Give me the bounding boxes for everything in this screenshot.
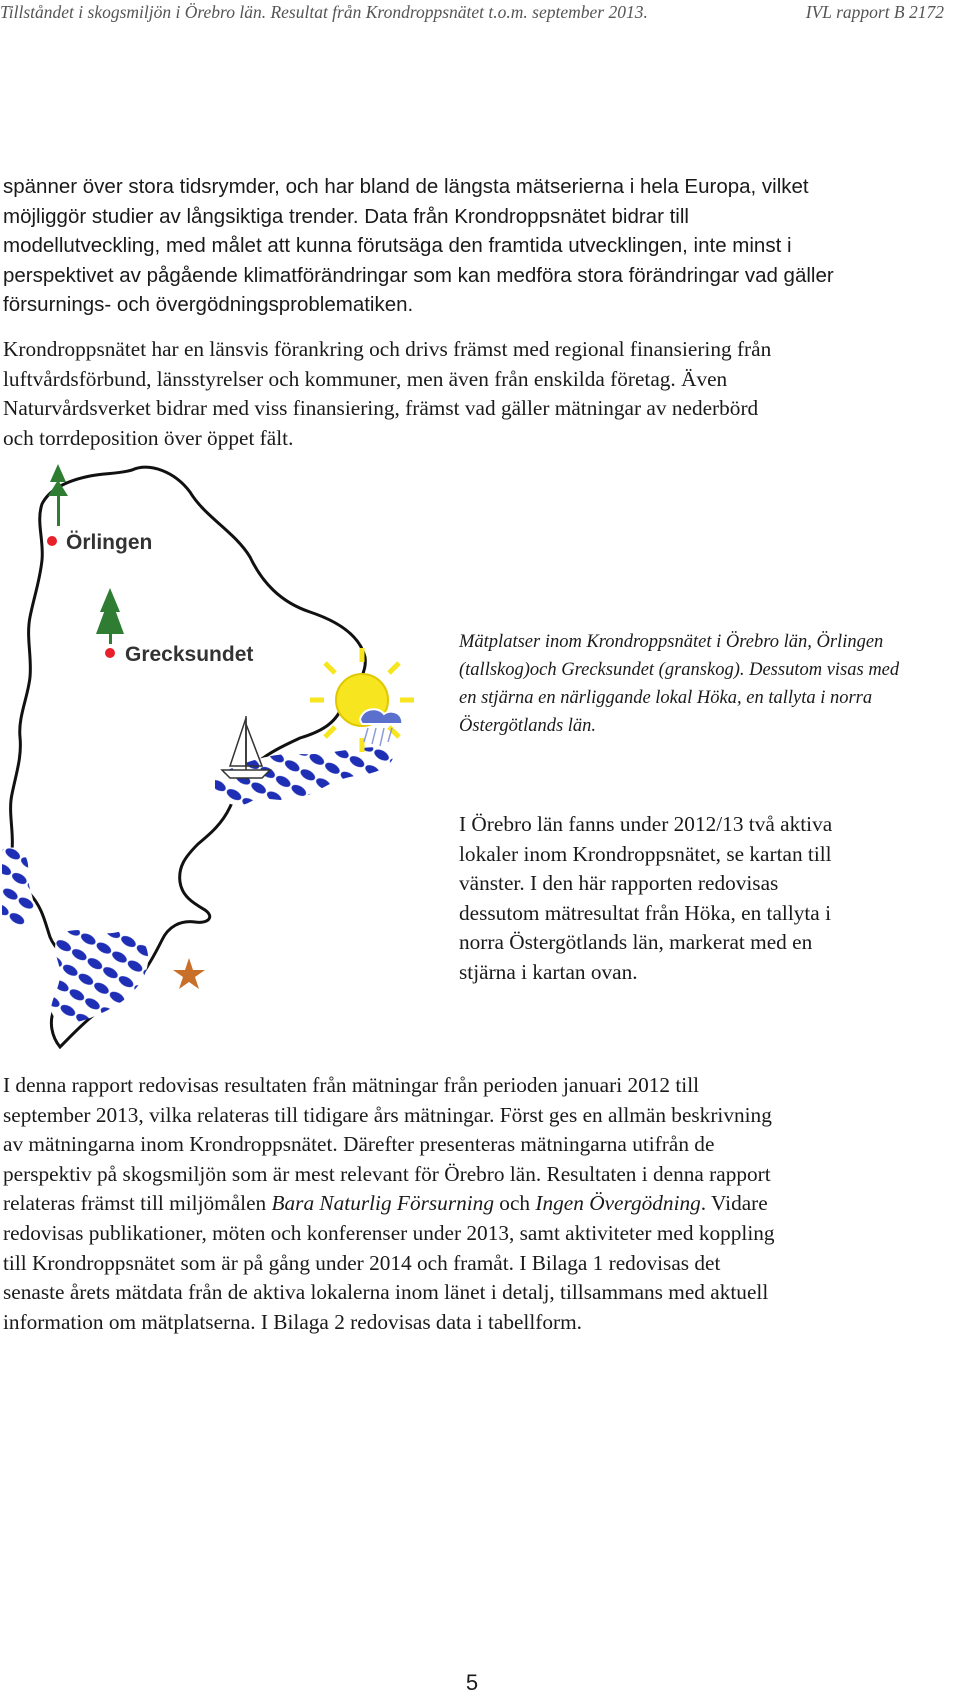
goal-acidification: Bara Naturlig Försurning bbox=[271, 1191, 494, 1216]
paragraph-report-contents bbox=[3, 1071, 948, 1337]
caption-line: Östergötlands län. bbox=[459, 716, 597, 736]
rain-cloud-icon bbox=[360, 709, 402, 746]
text-line: stjärna i kartan ovan. bbox=[459, 959, 638, 984]
text-line: information om mätplatserna. I Bilaga 2 redovisas data i tabellform. bbox=[3, 1309, 582, 1334]
text-line: vänster. I den här rapporten redovisas bbox=[459, 871, 779, 896]
page-number: 5 bbox=[465, 1670, 479, 1695]
page-header bbox=[0, 2, 944, 26]
label-orlingen: Örlingen bbox=[66, 531, 153, 554]
text-line: perspektivet av pågående klimatförändringar som kan medföra stora förändringar vad gäller bbox=[3, 263, 834, 287]
text-line: lokaler inom Krondroppsnätet, se kartan till bbox=[459, 841, 832, 866]
text-line: spänner över stora tidsrymder, och har bland de längsta mätserierna i hela Europa, vilket bbox=[3, 175, 809, 198]
text-line: Naturvårdsverket bidrar med viss finansiering, främst vad gäller mätningar av nederbörd bbox=[3, 396, 759, 420]
star-icon bbox=[173, 958, 205, 989]
map-caption bbox=[459, 628, 949, 740]
text-span: . Vidare bbox=[700, 1191, 768, 1216]
county-map bbox=[0, 462, 440, 1054]
text-span: relateras främst till miljömålen bbox=[3, 1191, 272, 1216]
text-line: försurnings- och övergödningsproblematiken. bbox=[3, 293, 414, 316]
paragraph-funding bbox=[3, 335, 948, 453]
header-title: Tillståndet i skogsmiljön i Örebro län. Resultat från Krondroppsnätet t.o.m. september 2013. bbox=[0, 2, 648, 22]
caption-line: Mätplatser inom Krondroppsnätet i Örebro län, Örlingen bbox=[459, 632, 884, 652]
text-line: redovisas publikationer, möten och konferenser under 2013, samt aktiviteter med koppling bbox=[3, 1220, 775, 1245]
caption-line: (tallskog)och Grecksundet (granskog). Dessutom visas med bbox=[459, 660, 900, 680]
text-line: senaste årets mätdata från de aktiva lokalerna inom länet i detalj, tillsammans med aktuell bbox=[3, 1280, 769, 1305]
grecksundet-marker bbox=[105, 648, 115, 658]
text-line: möjliggör studier av långsiktiga trender. Data från Krondroppsnätet bidrar till bbox=[3, 204, 689, 228]
orlingen-marker bbox=[47, 536, 57, 546]
caption-line: en stjärna en närliggande lokal Höka, en tallyta i norra bbox=[459, 688, 873, 708]
text-line: till Krondroppsnätet som är på gång under 2014 och framåt. I Bilaga 1 redovisas det bbox=[3, 1250, 721, 1275]
side-paragraph bbox=[459, 810, 929, 988]
text-line: I Örebro län fanns under 2012/13 två aktiva bbox=[459, 812, 833, 836]
text-line: norra Östergötlands län, markerat med en bbox=[459, 930, 813, 955]
goal-eutrophication: Ingen Övergödning bbox=[535, 1191, 701, 1216]
text-line: och torrdeposition över öppet fält. bbox=[3, 425, 294, 450]
text-span: och bbox=[493, 1191, 536, 1216]
text-line: Krondroppsnätet har en länsvis förankring och drivs främst med regional finansiering från bbox=[3, 337, 772, 361]
text-line: perspektiv på skogsmiljön som är mest relevant för Örebro län. Resultaten i denna rapport bbox=[3, 1161, 771, 1186]
text-line: september 2013, vilka relateras till tidigare års mätningar. Först ges en allmän beskrivning bbox=[3, 1102, 772, 1127]
text-line: I denna rapport redovisas resultaten från mätningar från perioden januari 2012 till bbox=[3, 1073, 700, 1097]
text-line: modellutveckling, med målet att kunna förutsäga den framtida utvecklingen, inte minst i bbox=[3, 234, 792, 257]
text-line: dessutom mätresultat från Höka, en tallyta i bbox=[459, 900, 831, 925]
paragraph-intro-continued bbox=[3, 172, 948, 320]
header-report-number: IVL rapport B 2172 bbox=[805, 2, 944, 22]
text-line: luftvårdsförbund, länsstyrelser och kommuner, men även från enskilda företag. Även bbox=[3, 366, 728, 391]
text-line: av mätningarna inom Krondroppsnätet. Därefter presenteras mätningarna utifrån de bbox=[3, 1132, 715, 1157]
county-map-graphic bbox=[0, 462, 440, 1054]
label-grecksundet: Grecksundet bbox=[125, 643, 254, 666]
text-line bbox=[3, 1189, 948, 1219]
